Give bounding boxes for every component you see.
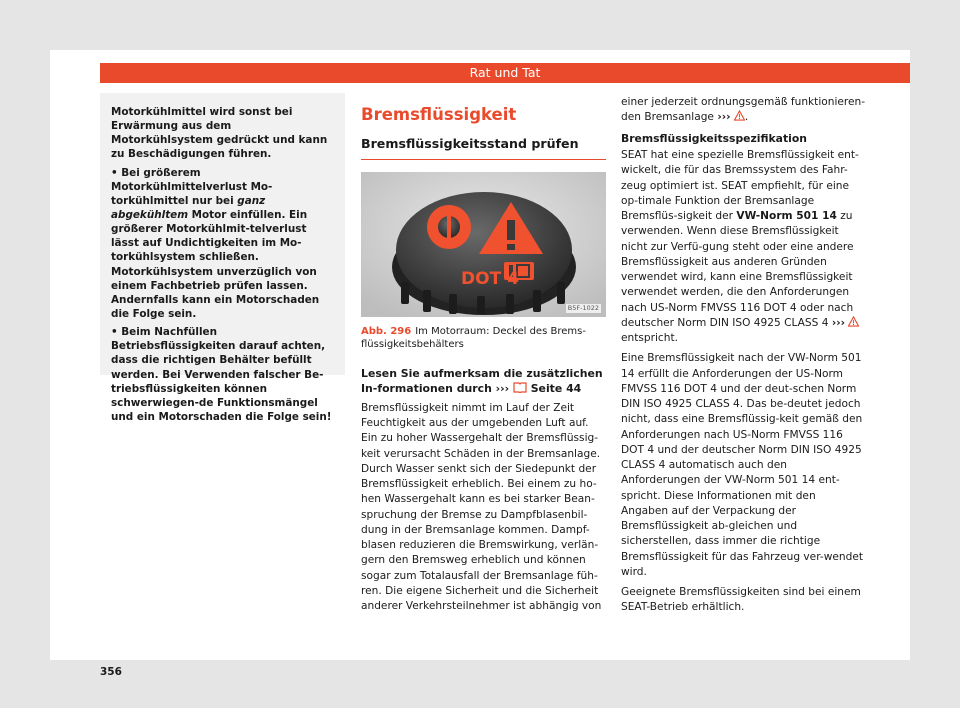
column-middle — [361, 95, 606, 619]
page-title: Bremsflüssigkeit — [361, 105, 517, 124]
warning-box — [100, 93, 345, 423]
page — [50, 50, 910, 678]
warning-icon — [848, 316, 859, 327]
spec-heading: Bremsflüssigkeitsspezifikation — [621, 131, 807, 145]
figure-label: Abb. 296 — [361, 325, 412, 337]
body-paragraph: Bremsflüssigkeit nimmt im Lauf der Zeit Feuchtigkeit aus der umgebenden Luft auf. Ein zu hoher Wassergehalt der Bremsflüssig-keit verursacht Schäden in der Bremsanlage. Durch Wasser senkt sich der Siedepunkt der Bremsflüssigkeit erheblich. Bei einem zu ho-hen Wassergehalt kann es bei starker Bean-spruchung der Bremse zu Dampfblasenbil-dung in der Bremsanlage kommen. Dampf-blasen reduzieren die Bremswirkung, verlän-gern den Bremsweg erheblich und können sogar zum Totalausfall der Bremsanlage füh-ren. Die eigene Sicherheit und die Sicherheit anderer Verkehrsteilnehmer ist abhängig von — [361, 401, 602, 613]
page-number: 356 — [100, 666, 122, 678]
column-right — [621, 95, 866, 621]
section-subtitle: Bremsflüssigkeitsstand prüfen — [361, 135, 606, 160]
brake-fluid-cap-illustration — [361, 172, 606, 317]
brake-fluid-cap-image — [361, 172, 606, 317]
page-reference-link[interactable]: Seite 44 — [530, 382, 582, 396]
body-paragraph: Geeignete Bremsflüssigkeiten sind bei einem SEAT-Betrieb erhältlich. — [621, 586, 861, 614]
warning-icon — [734, 110, 745, 121]
warning-paragraph: • Beim Nachfüllen Betriebsflüssigkeiten darauf achten, dass die richtigen Behälter befüllt werden. Bei Verwenden falscher Be-triebsflüssigkeiten können schwerwiegen-de Funktionsmängel und ein Motorschaden die Folge sein! — [111, 326, 332, 423]
body-paragraph: einer jederzeit ordnungsgemäß funktionieren-den Bremsanlage ››› . — [621, 96, 866, 124]
body-paragraph: SEAT hat eine spezielle Bremsflüssigkeit ent-wickelt, die für das Bremssystem des Fahr-zeug optimiert ist. SEAT empfiehlt, für eine op-timale Funktion der Bremsanlage Bremsflüs-sigkeit der VW-Norm 501 14 zu verwenden. Wenn diese Bremsflüssigkeit nicht zur Verfü-gung steht oder eine andere Bremsflüssigkeit aus anderen Gründen verwendet wird, kann eine Bremsflüssigkeit verwendet werden, die den Anforderungen nach US-Norm FMVSS 116 DOT 4 oder nach deutscher Norm DIN ISO 4925 CLASS 4 ››› entspricht. — [621, 149, 859, 345]
image-code: B5F-1022 — [567, 303, 599, 312]
body-paragraph: Eine Bremsflüssigkeit nach der VW-Norm 501 14 erfüllt die Anforderungen der US-Norm FMVSS 116 DOT 4 und der deut-schen Norm DIN ISO 4925 CLASS 4. Das be-deutet jedoch nicht, dass eine Bremsflüssig-keit gemäß den Anforderungen nach US-Norm FMVSS 116 DOT 4 und der deutscher Norm DIN ISO 4925 CLASS 4 automatisch auch den Anforderungen der VW-Norm 501 14 ent-spricht. Diese Informationen mit den Angaben auf der Verpackung der Bremsflüssigkeit ab-gleichen und sicherstellen, dass immer die richtige Bremsflüssigkeit für das Fahrzeug ver-wendet wird. — [621, 352, 863, 578]
read-note: Lesen Sie aufmerksam die zusätzlichen In-formationen durch ››› Seite 44 — [361, 366, 603, 396]
book-icon — [513, 382, 527, 393]
warning-paragraph: Motorkühlmittel wird sonst bei Erwärmung aus dem Motorkühlsystem gedrückt und kann zu Beschädigungen führen. — [111, 106, 328, 161]
figure-caption: Abb. 296 Im Motorraum: Deckel des Brems-flüssigkeitsbehälters — [361, 325, 586, 351]
dot4-label: DOT 4 — [461, 268, 519, 289]
section-header: Rat und Tat — [100, 63, 910, 83]
warning-paragraph: • Bei größerem Motorkühlmittelverlust Mo-torkühlmittel nur bei ganz abgekühltem Motor einfüllen. Ein größerer Motorkühlmit-telverlust lässt auf Undichtigkeiten im Mo-torkühlsystem schließen. Motorkühlsystem unverzüglich von einem Fachbetrieb prüfen lassen. Andernfalls kann ein Motorschaden die Folge sein. — [111, 166, 320, 320]
warning-emphasis: ganz abgekühltem — [111, 194, 266, 221]
